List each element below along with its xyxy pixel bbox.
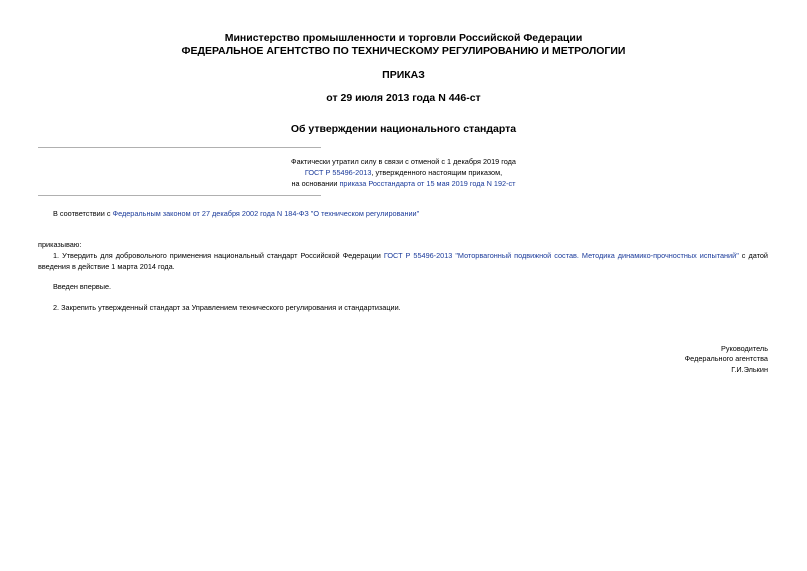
rosstandart-order-link[interactable]: приказа Росстандарта от 15 мая 2019 года N 192-ст	[339, 179, 516, 188]
status-note-line3-prefix: на основании	[291, 179, 340, 188]
document-date: от 29 июля 2013 года N 446-ст	[326, 92, 481, 104]
basis-paragraph	[53, 209, 419, 218]
signature-agency: Федерального агентства	[684, 354, 768, 363]
gost-link[interactable]: ГОСТ Р 55496-2013	[304, 168, 372, 177]
introduced-note: Введен впервые.	[53, 282, 112, 291]
item1-prefix: 1. Утвердить для добровольного применения национальный стандарт Российской Федерации	[53, 251, 384, 260]
signature-name: Г.И.Элькин	[731, 365, 768, 374]
item2-paragraph: 2. Закрепить утвержденный стандарт за Управлением технического регулирования и стандартизации.	[53, 303, 401, 312]
status-note-line3	[0, 179, 807, 188]
status-note-line2-text: , утвержденного настоящим приказом,	[371, 168, 503, 177]
signature-title: Руководитель	[720, 344, 768, 353]
document-type: ПРИКАЗ	[382, 69, 425, 81]
ministry-title: Министерство промышленности и торговли Российской Федерации	[224, 32, 583, 44]
agency-title: ФЕДЕРАЛЬНОЕ АГЕНТСТВО ПО ТЕХНИЧЕСКОМУ РЕГУЛИРОВАНИЮ И МЕТРОЛОГИИ	[181, 45, 626, 57]
divider-bottom	[38, 195, 321, 196]
item1-line2: введения в действие 1 марта 2014 года.	[38, 262, 175, 271]
status-note-line1: Фактически утратил силу в связи с отменой с 1 декабря 2019 года	[291, 157, 516, 166]
item1-suffix: с датой	[738, 251, 768, 260]
order-word: приказываю:	[38, 240, 82, 249]
item1-line1	[38, 251, 768, 260]
basis-prefix: В соответствии с	[53, 209, 113, 218]
federal-law-link[interactable]: Федеральным законом от 27 декабря 2002 года N 184-ФЗ "О техническом регулировании"	[112, 209, 420, 218]
standard-link[interactable]: ГОСТ Р 55496-2013 "Моторвагонный подвижной состав. Методика динамико-прочностных испытаний"	[383, 251, 739, 260]
document-subject: Об утверждении национального стандарта	[290, 123, 517, 135]
divider-top	[38, 147, 321, 148]
status-note-line2	[0, 168, 807, 177]
